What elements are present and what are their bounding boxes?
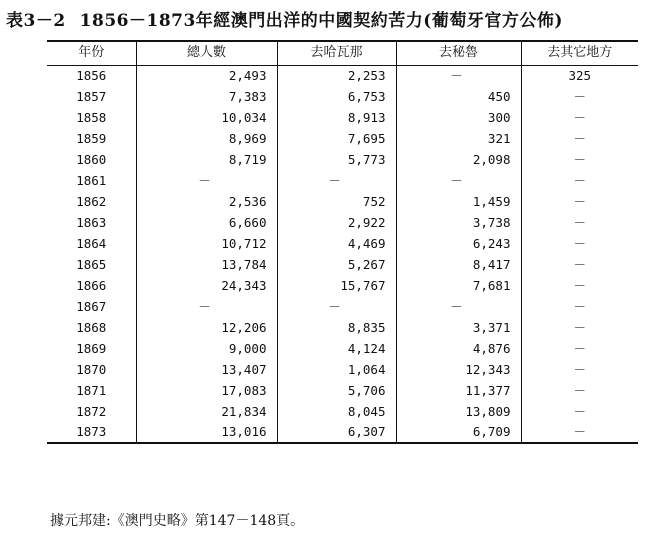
table-row [47, 149, 638, 170]
table-number: 表3－2 [6, 11, 66, 31]
table-row [47, 86, 638, 107]
peru-cell: 321 [396, 128, 521, 149]
havana-cell: 8,835 [277, 317, 396, 338]
peru-cell: － [396, 170, 521, 191]
year-cell: 1869 [76, 340, 107, 356]
other-cell: － [521, 275, 638, 296]
year-cell: 1857 [76, 88, 107, 104]
other-cell: － [521, 191, 638, 212]
total-cell: 2,493 [136, 65, 277, 86]
havana-cell: 5,773 [277, 149, 396, 170]
havana-cell: 6,753 [277, 86, 396, 107]
peru-cell: 450 [396, 86, 521, 107]
havana-cell: 8,913 [277, 107, 396, 128]
peru-cell: 13,809 [396, 401, 521, 422]
other-cell: － [521, 107, 638, 128]
year-cell: 1871 [76, 382, 107, 398]
peru-cell: － [396, 296, 521, 317]
total-cell: 2,536 [136, 191, 277, 212]
year-cell: 1860 [76, 151, 107, 167]
other-cell: － [521, 254, 638, 275]
total-cell: 13,784 [136, 254, 277, 275]
total-cell: 8,969 [136, 128, 277, 149]
peru-cell: 3,738 [396, 212, 521, 233]
year-cell: 1866 [76, 277, 107, 293]
total-cell: 21,834 [136, 401, 277, 422]
table-row [47, 275, 638, 296]
year-cell: 1865 [76, 256, 107, 272]
year-cell: 1867 [76, 298, 107, 314]
havana-cell: 2,922 [277, 212, 396, 233]
table-title: 1856－1873年經澳門出洋的中國契約苦力(葡萄牙官方公佈) [79, 11, 563, 31]
source-citation: 據元邦建:《澳門史略》第147－148頁。 [50, 513, 305, 529]
total-cell: 8,719 [136, 149, 277, 170]
table-row [47, 380, 638, 401]
total-cell: － [136, 170, 277, 191]
header-total: 總人數 [136, 41, 277, 65]
year-cell: 1859 [76, 130, 107, 146]
peru-cell: 4,876 [396, 338, 521, 359]
year-cell: 1868 [76, 319, 107, 335]
header-other: 去其它地方 [521, 41, 638, 65]
table-body [47, 65, 638, 443]
total-cell: 24,343 [136, 275, 277, 296]
year-cell: 1872 [76, 403, 107, 419]
header-year: 年份 [47, 41, 136, 65]
other-cell: － [521, 317, 638, 338]
havana-cell: 5,267 [277, 254, 396, 275]
other-cell: － [521, 422, 638, 443]
year-cell: 1863 [76, 214, 107, 230]
other-cell: － [521, 149, 638, 170]
table-row [47, 338, 638, 359]
table-row [47, 233, 638, 254]
table-row [47, 212, 638, 233]
other-cell: － [521, 401, 638, 422]
year-cell: 1856 [76, 67, 107, 83]
table-header-row [47, 41, 638, 65]
peru-cell: 6,709 [396, 422, 521, 443]
other-cell: － [521, 296, 638, 317]
havana-cell: 6,307 [277, 422, 396, 443]
havana-cell: 1,064 [277, 359, 396, 380]
havana-cell: 7,695 [277, 128, 396, 149]
other-cell: － [521, 233, 638, 254]
other-cell: － [521, 359, 638, 380]
header-havana: 去哈瓦那 [277, 41, 396, 65]
total-cell: 13,016 [136, 422, 277, 443]
havana-cell: － [277, 170, 396, 191]
table-row [47, 107, 638, 128]
table-row [47, 65, 638, 86]
peru-cell: － [396, 65, 521, 86]
peru-cell: 3,371 [396, 317, 521, 338]
year-cell: 1861 [76, 172, 107, 188]
peru-cell: 1,459 [396, 191, 521, 212]
year-cell: 1858 [76, 109, 107, 125]
peru-cell: 12,343 [396, 359, 521, 380]
other-cell: 325 [521, 65, 638, 86]
other-cell: － [521, 86, 638, 107]
peru-cell: 7,681 [396, 275, 521, 296]
table-caption [6, 6, 656, 36]
total-cell: 9,000 [136, 338, 277, 359]
table-row [47, 254, 638, 275]
other-cell: － [521, 212, 638, 233]
table-row [47, 128, 638, 149]
coolie-emigration-table [47, 40, 638, 444]
havana-cell: 15,767 [277, 275, 396, 296]
table-row [47, 296, 638, 317]
total-cell: 17,083 [136, 380, 277, 401]
peru-cell: 11,377 [396, 380, 521, 401]
table-row [47, 317, 638, 338]
peru-cell: 2,098 [396, 149, 521, 170]
table-row [47, 422, 638, 443]
year-cell: 1870 [76, 361, 107, 377]
havana-cell: － [277, 296, 396, 317]
total-cell: 7,383 [136, 86, 277, 107]
header-peru: 去秘魯 [396, 41, 521, 65]
havana-cell: 2,253 [277, 65, 396, 86]
year-cell: 1873 [47, 422, 136, 443]
peru-cell: 8,417 [396, 254, 521, 275]
year-cell: 1862 [76, 193, 107, 209]
total-cell: 13,407 [136, 359, 277, 380]
year-cell: 1864 [76, 235, 107, 251]
table-row [47, 401, 638, 422]
havana-cell: 4,124 [277, 338, 396, 359]
other-cell: － [521, 128, 638, 149]
peru-cell: 6,243 [396, 233, 521, 254]
havana-cell: 752 [277, 191, 396, 212]
table-row [47, 170, 638, 191]
total-cell: 6,660 [136, 212, 277, 233]
havana-cell: 4,469 [277, 233, 396, 254]
total-cell: 12,206 [136, 317, 277, 338]
havana-cell: 8,045 [277, 401, 396, 422]
peru-cell: 300 [396, 107, 521, 128]
other-cell: － [521, 170, 638, 191]
havana-cell: 5,706 [277, 380, 396, 401]
total-cell: 10,034 [136, 107, 277, 128]
other-cell: － [521, 338, 638, 359]
table-row [47, 191, 638, 212]
other-cell: － [521, 380, 638, 401]
total-cell: － [136, 296, 277, 317]
total-cell: 10,712 [136, 233, 277, 254]
table-row [47, 359, 638, 380]
